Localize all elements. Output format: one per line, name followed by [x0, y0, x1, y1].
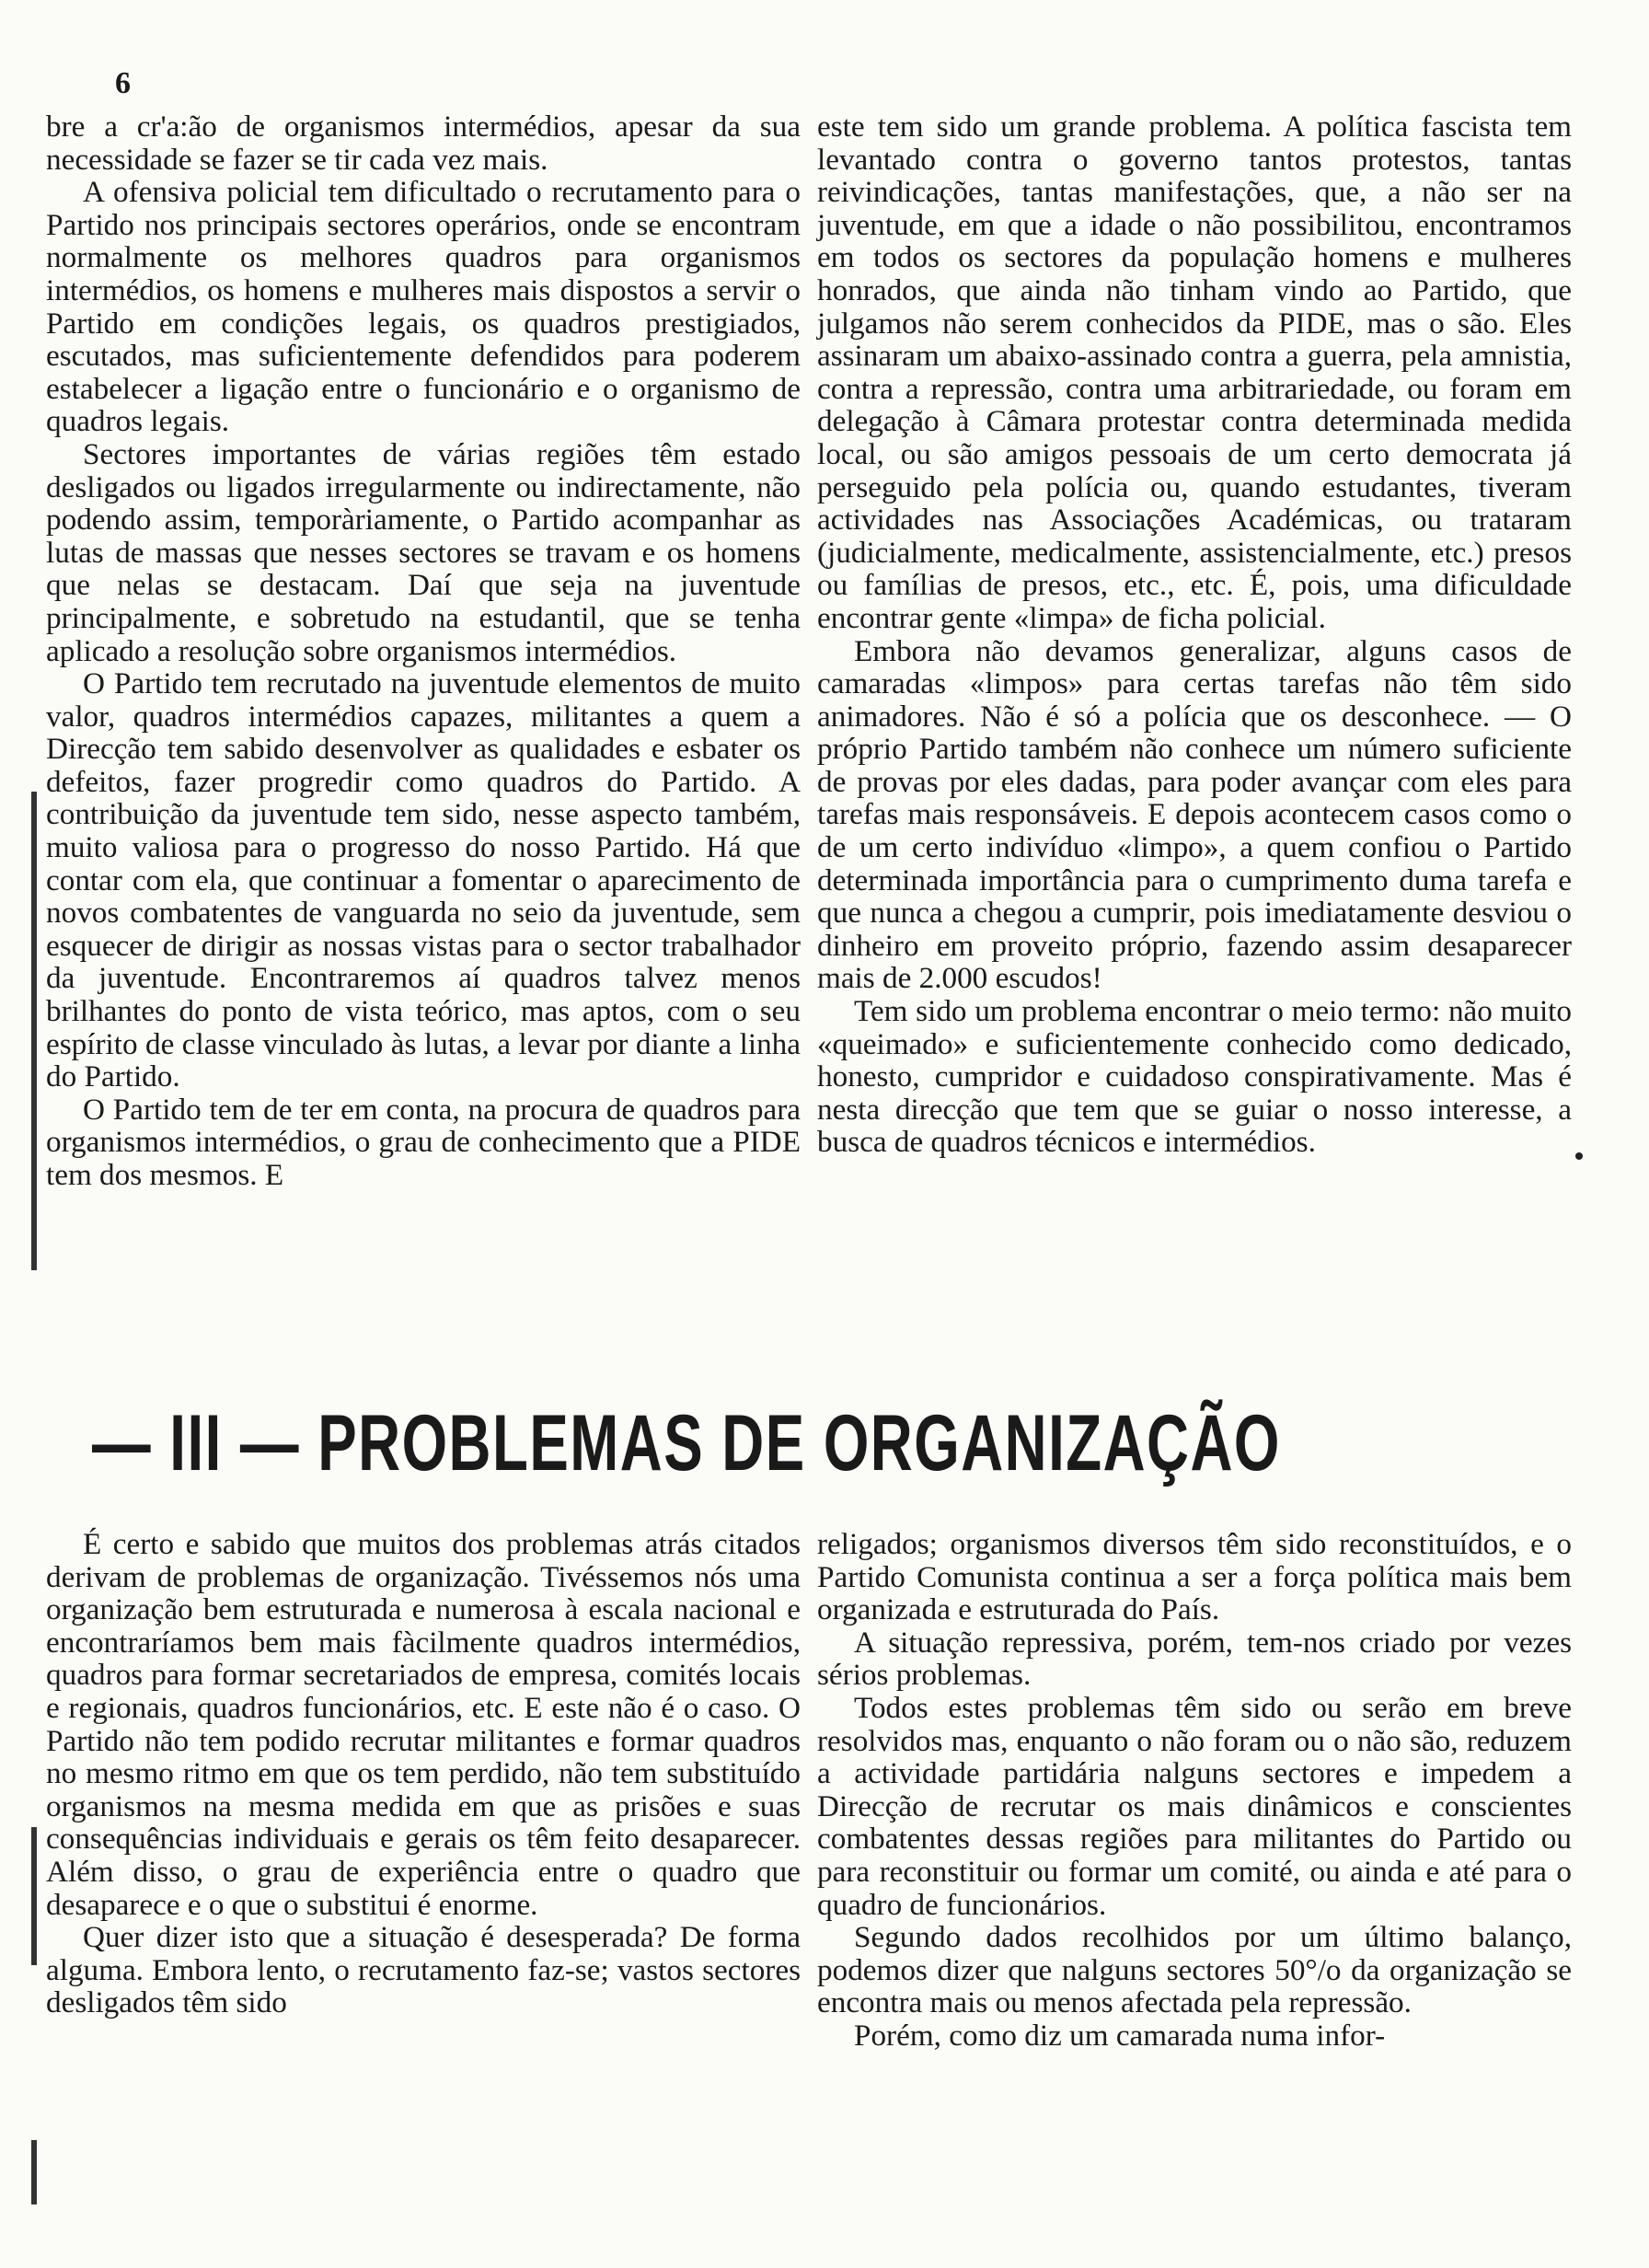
page-number: 6 [115, 66, 131, 100]
paragraph: É certo e sabido que muitos dos problemas atrás citados derivam de problemas de organização. Tivéssemos nós uma organização bem estruturada e numerosa à escala nacional e encontraríamos bem mais fàcilmente quadros intermédios, quadros para formar secretariados de empresa, comités locais e regionais, quadros funcionários, etc. E este não é o caso. O Partido não tem podido recrutar militantes e formar quadros no mesmo ritmo em que os tem perdido, não tem substituído organismos na mesma medida em que as prisões e suas consequências individuais e gerais os têm feito desaparecer. Além disso, o grau de experiência entre o quadro que desaparece e o que o substitui é enorme. [46, 1527, 801, 1922]
paragraph: O Partido tem de ter em conta, na procura de quadros para organismos intermédios, o grau de conhecimento que a PIDE tem dos mesmos. E [46, 1092, 801, 1192]
margin-mark [31, 1827, 37, 1965]
top-right-column [817, 110, 1572, 1159]
paragraph: Todos estes problemas têm sido ou serão em breve resolvidos mas, enquanto o não foram ou o não são, reduzem a actividade partidária nalguns sectores e impedem a Direcção de recrutar os mais dinâmicos e conscientes combatentes dessas regiões para militantes do Partido ou para reconstituir ou formar um comité, ou ainda e até para o quadro de funcionários. [817, 1690, 1572, 1922]
paragraph: Sectores importantes de várias regiões têm estado desligados ou ligados irregularmente ou indirectamente, não podendo assim, temporàriamente, o Partido acompanhar as lutas de massas que nesses sectores se travam e os homens que nelas se destacam. Daí que seja na juventude principalmente, e sobretudo na estudantil, que se tenha aplicado a resolução sobre organismos intermédios. [46, 436, 801, 668]
paragraph: A situação repressiva, porém, tem-nos criado por vezes sérios problemas. [817, 1625, 1572, 1693]
bottom-left-column [46, 1528, 801, 2019]
paragraph: Embora não devamos generalizar, alguns casos de camaradas «limpos» para certas tarefas não têm sido animadores. Não é só a polícia que os desconhece. — O próprio Partido também não conhece um número suficiente de provas por eles dadas, para poder avançar com eles para tarefas mais responsáveis. E depois acontecem casos como o de um certo indivíduo «limpo», a quem confiou o Partido determinada importância para o cumprimento duma tarefa e que nunca a chegou a cumprir, pois imediatamente desviou o dinheiro em proveito próprio, fazendo assim desaparecer mais de 2.000 escudos! [817, 633, 1572, 996]
margin-mark [31, 2140, 37, 2204]
bottom-right-column [817, 1528, 1572, 2053]
margin-mark [31, 792, 37, 1270]
ink-speck [1575, 1152, 1583, 1160]
paragraph: Porém, como diz um camarada numa infor- [854, 2018, 1386, 2053]
paragraph: Segundo dados recolhidos por um último balanço, podemos dizer que nalguns sectores 50°/o da organização se encontra mais ou menos afectada pela repressão. [817, 1920, 1572, 2020]
top-left-column [46, 110, 801, 1192]
paragraph: Quer dizer isto que a situação é desesperada? De forma alguma. Embora lento, o recrutamento faz-se; vastos sectores desligados têm sido [46, 1920, 801, 2020]
paragraph: religados; organismos diversos têm sido reconstituídos, e o Partido Comunista continua a ser a força política mais bem organizada e estruturada do País. [817, 1527, 1572, 1627]
paragraph: Tem sido um problema encontrar o meio termo: não muito «queimado» e suficientemente conhecido como dedicado, honesto, cumpridor e cuidadoso conspirativamente. Mas é nesta direcção que tem que se guiar o nosso interesse, a busca de quadros técnicos e intermédios. [817, 994, 1572, 1160]
paragraph: O Partido tem recrutado na juventude elementos de muito valor, quadros intermédios capazes, militantes a quem a Direcção tem sabido desenvolver as qualidades e esbater os defeitos, fazer progredir como quadros do Partido. A contribuição da juventude tem sido, nesse aspecto também, muito valiosa para o progresso do nosso Partido. Há que contar com ela, que continuar a fomentar o aparecimento de novos combatentes de vanguarda no seio da juventude, sem esquecer de dirigir as nossas vistas para o sector trabalhador da juventude. Encontraremos aí quadros talvez menos brilhantes do ponto de vista teórico, mas aptos, com o seu espírito de classe vinculado às lutas, a levar por diante a linha do Partido. [46, 666, 801, 1094]
paragraph: bre a cr'a:ão de organismos intermédios, apesar da sua necessidade se fazer se tir cada vez mais. [46, 110, 801, 177]
section-title: — III — PROBLEMAS DE ORGANIZAÇÃO [92, 1399, 1281, 1487]
paragraph: este tem sido um grande problema. A política fascista tem levantado contra o governo tantos protestos, tantas reivindicações, tantas manifestações, que, a não ser na juventude, em que a idade o não possibilitou, encontramos em todos os sectores da população homens e mulheres honrados, que ainda não tinham vindo ao Partido, que julgamos não serem conhecidos da PIDE, mas o são. Eles assinaram um abaixo-assinado contra a guerra, pela amnistia, contra a repressão, contra uma arbitrariedade, ou foram em delegação à Câmara protestar contra determinada medida local, ou são amigos pessoais de um certo democrata já perseguido pela polícia ou, quando estudantes, tiveram actividades nas Associações Académicas, ou trataram (judicialmente, medicalmente, assistencialmente, etc.) presos ou famílias de presos, etc., etc. É, pois, uma dificuldade encontrar gente «limpa» de ficha policial. [817, 110, 1572, 635]
paragraph: A ofensiva policial tem dificultado o recrutamento para o Partido nos principais sectores operários, onde se encontram normalmente os melhores quadros para organismos intermédios, os homens e mulheres mais dispostos a servir o Partido em condições legais, os quadros prestigiados, escutados, mas suficientemente defendidos para poderem estabelecer a ligação entre o funcionário e o organismo de quadros legais. [46, 175, 801, 439]
